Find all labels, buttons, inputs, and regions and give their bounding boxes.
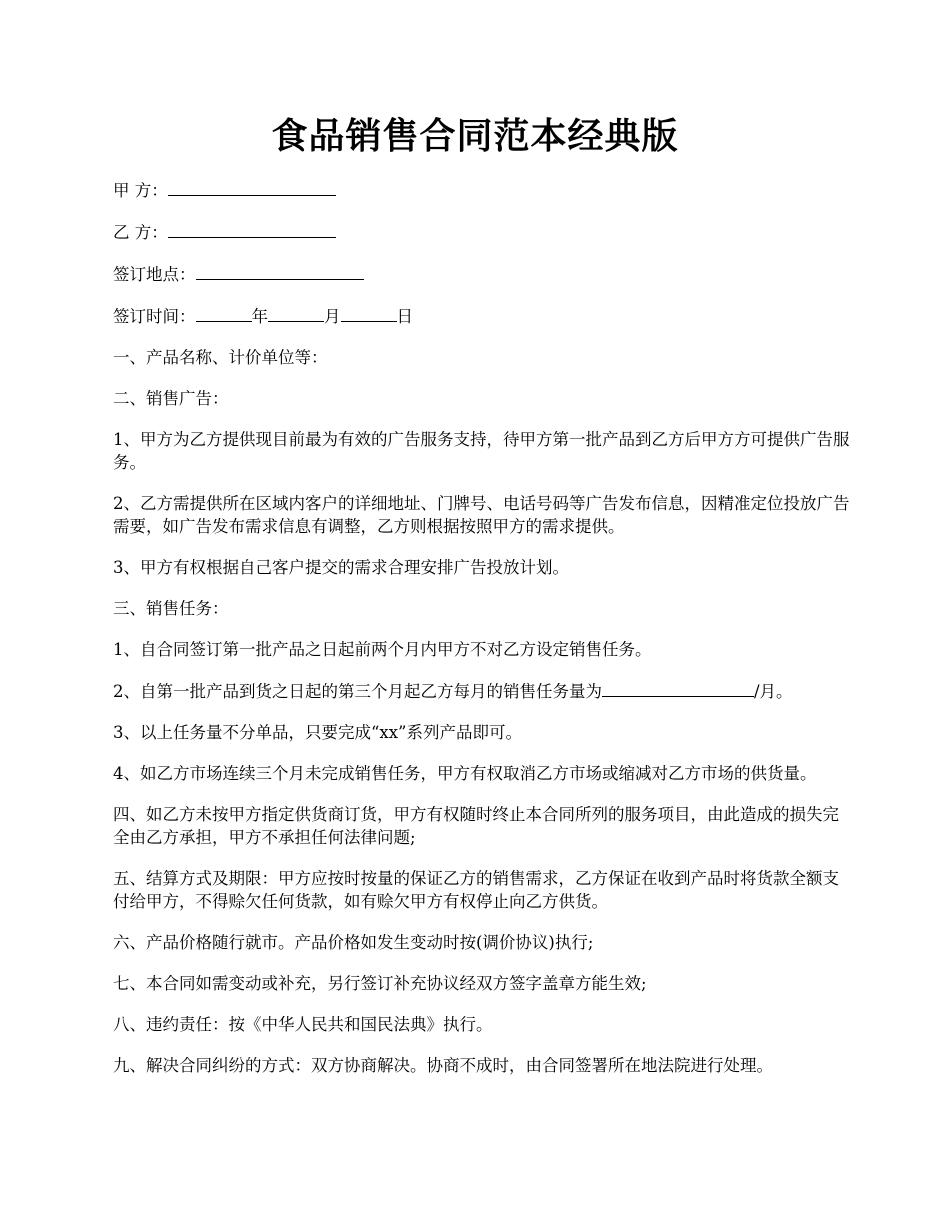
section-1: 一、产品名称、计价单位等： (113, 348, 328, 367)
sign-place-line (113, 262, 855, 286)
sign-place-label: 签订地点： (113, 265, 196, 284)
party-b-line (113, 220, 855, 244)
month-blank (268, 304, 324, 322)
section-3-item-4: 4、如乙方市场连续三个月未完成销售任务，甲方有权取消乙方市场或缩减对乙方市场的供货量。 (113, 764, 817, 783)
section-9: 九、解决合同纠纷的方式：双方协商解决。协商不成时，由合同签署所在地法院进行处理。 (113, 1056, 773, 1075)
day-label: 日 (396, 307, 413, 326)
sign-time-line (113, 304, 855, 328)
section-2-item-1: 1、甲方为乙方提供现目前最为有效的广告服务支持，待甲方第一批产品到乙方后甲方方可提供广告服务。 (113, 430, 850, 472)
section-4: 四、如乙方未按甲方指定供货商订货，甲方有权随时终止本合同所列的服务项目，由此造成的损失完全由乙方承担，甲方不承担任何法律问题; (113, 805, 839, 847)
section-3-item-2 (113, 679, 855, 703)
document-title: 食品销售合同范本经典版 (271, 115, 679, 157)
day-blank (341, 304, 397, 322)
section-8: 八、违约责任：按《中华人民共和国民法典》执行。 (113, 1015, 493, 1034)
section-3-item-3: 3、以上任务量不分单品，只要完成“xx”系列产品即可。 (113, 723, 522, 742)
section-2-item-3: 3、甲方有权根据自己客户提交的需求合理安排广告投放计划。 (113, 558, 569, 577)
sign-place-blank (196, 262, 364, 280)
section-6: 六、产品价格随行就市。产品价格如发生变动时按(调价协议)执行; (113, 933, 594, 952)
section-5: 五、结算方式及期限：甲方应按时按量的保证乙方的销售需求，乙方保证在收到产品时将货款全额支付给甲方，不得赊欠任何货款，如有赊欠甲方有权停止向乙方供货。 (113, 869, 839, 911)
sales-target-blank (602, 679, 754, 697)
party-a-line (113, 178, 855, 202)
section-3-item-1: 1、自合同签订第一批产品之日起前两个月内甲方不对乙方设定销售任务。 (113, 640, 652, 659)
party-b-label: 乙 方： (113, 223, 168, 242)
party-a-label: 甲 方： (113, 181, 168, 200)
section-3: 三、销售任务： (113, 599, 229, 618)
month-label: 月 (324, 307, 341, 326)
sales-target-suffix: /月。 (754, 682, 793, 701)
party-a-blank (168, 178, 336, 196)
sign-time-label: 签订时间： (113, 307, 196, 326)
contract-body (113, 178, 855, 1095)
party-b-blank (168, 220, 336, 238)
section-7: 七、本合同如需变动或补充，另行签订补充协议经双方签字盖章方能生效; (113, 974, 647, 993)
section-2: 二、销售广告： (113, 389, 229, 408)
sales-target-prefix: 2、自第一批产品到货之日起的第三个月起乙方每月的销售任务量为 (113, 682, 602, 701)
year-blank (196, 304, 252, 322)
year-label: 年 (251, 307, 268, 326)
section-2-item-2: 2、乙方需提供所在区域内客户的详细地址、门牌号、电话号码等广告发布信息，因精准定位投放广告需要，如广告发布需求信息有调整，乙方则根据按照甲方的需求提供。 (113, 494, 850, 536)
